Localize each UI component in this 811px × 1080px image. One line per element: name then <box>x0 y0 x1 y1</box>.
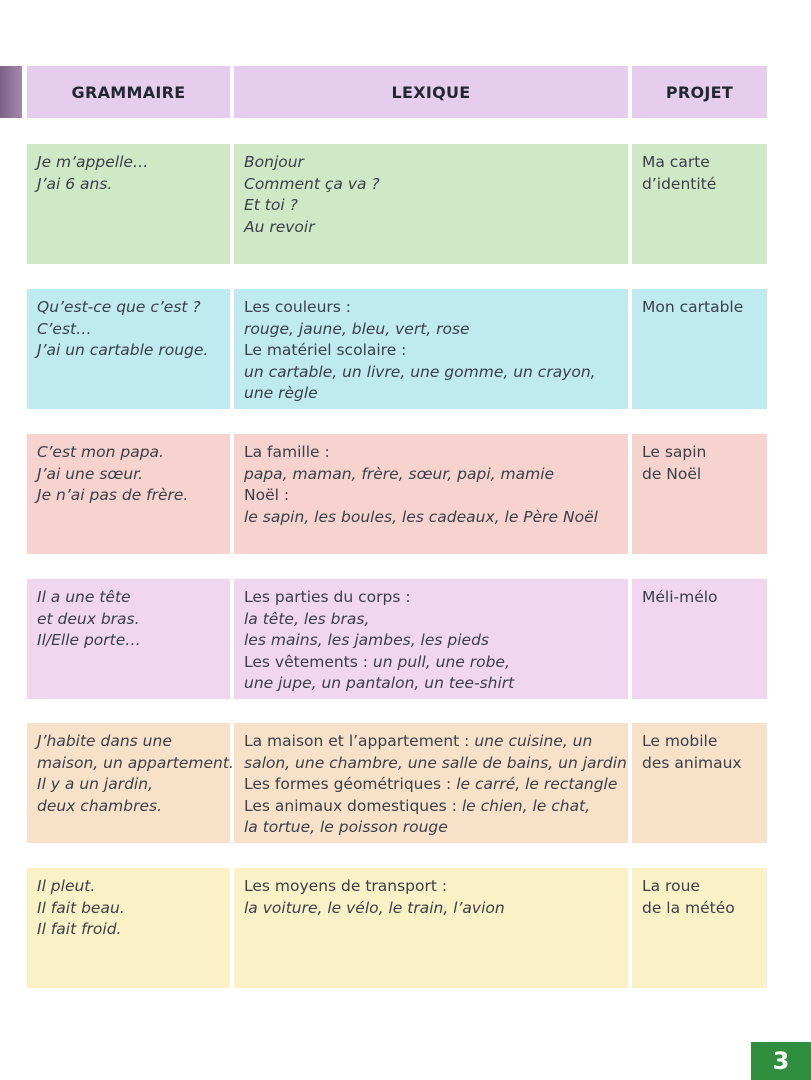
lexique-line <box>244 297 618 319</box>
row-6-projet-cell <box>632 868 767 988</box>
grammaire-line: Je n’ai pas de frère. <box>37 486 189 505</box>
lexique-segment: Les formes géométriques : <box>244 775 457 794</box>
lexique-line <box>244 464 618 486</box>
row-3-lexique-cell <box>234 434 628 554</box>
grammaire-line: Je m’appelle… <box>37 153 149 171</box>
lexique-line <box>244 507 618 529</box>
lexique-segment: Les couleurs : <box>244 298 351 316</box>
lexique-segment: Les moyens de transport : <box>244 877 448 895</box>
lexique-line <box>244 673 618 695</box>
grammaire-line: deux chambres. <box>37 796 162 815</box>
lexique-line <box>244 442 618 464</box>
projet-line: Le mobile <box>642 732 718 750</box>
grammaire-line: C’est… <box>37 319 92 338</box>
lexique-segment: Les vêtements : <box>244 652 373 671</box>
lexique-line <box>244 774 618 796</box>
grammaire-line: Il y a un jardin, <box>37 775 153 794</box>
lexique-line <box>244 340 618 362</box>
row-3-projet-cell <box>632 434 767 554</box>
header-grammaire: GRAMMAIRE <box>27 66 230 118</box>
lexique-segment: Les parties du corps : <box>244 588 411 606</box>
lexique-segment: Les animaux domestiques : <box>244 796 462 815</box>
projet-line: des animaux <box>642 753 742 772</box>
row-1-grammaire-cell <box>27 144 230 264</box>
lexique-segment: le sapin, les boules, les cadeaux, le Père Noël <box>244 507 598 526</box>
row-4-projet-cell <box>632 579 767 699</box>
lexique-segment: La maison et l’appartement : <box>244 732 475 750</box>
row-4-lexique-cell <box>234 579 628 699</box>
grammaire-line: Il a une tête <box>37 588 131 606</box>
row-4-grammaire-cell <box>27 579 230 699</box>
page-number: 3 <box>751 1042 811 1080</box>
row-2-lexique-cell <box>234 289 628 409</box>
lexique-segment: un cartable, un livre, une gomme, un crayon, <box>244 362 596 381</box>
lexique-line <box>244 174 618 196</box>
grammaire-line: J’ai 6 ans. <box>37 174 113 193</box>
row-1-lexique-cell <box>234 144 628 264</box>
lexique-line <box>244 876 618 898</box>
grammaire-line: Il fait froid. <box>37 920 122 939</box>
lexique-segment: Au revoir <box>244 217 315 236</box>
lexique-segment: papa, maman, frère, sœur, papi, mamie <box>244 464 555 483</box>
lexique-segment: la tortue, le poisson rouge <box>244 818 448 837</box>
projet-line: Ma carte <box>642 153 710 171</box>
lexique-segment: le chien, le chat, <box>461 796 591 815</box>
row-6-lexique-cell <box>234 868 628 988</box>
lexique-segment: Noël : <box>244 486 290 505</box>
lexique-segment: le carré, le rectangle <box>456 775 618 794</box>
projet-line: Mon cartable <box>642 298 744 316</box>
grammaire-line: Il pleut. <box>37 877 96 895</box>
lexique-segment: Et toi ? <box>244 196 298 215</box>
header-projet: PROJET <box>632 66 767 118</box>
projet-line: de la météo <box>642 898 735 917</box>
lexique-line <box>244 753 627 775</box>
lexique-line <box>244 319 618 341</box>
lexique-line <box>244 630 618 652</box>
row-6-grammaire-cell <box>27 868 230 988</box>
row-3-grammaire-cell <box>27 434 230 554</box>
row-5-projet-cell <box>632 723 767 843</box>
lexique-line <box>244 587 618 609</box>
lexique-line <box>244 609 618 631</box>
row-5-grammaire-cell <box>27 723 234 843</box>
lexique-line <box>244 195 618 217</box>
lexique-line <box>244 796 618 818</box>
page-edge-tab <box>0 66 22 118</box>
projet-line: de Noël <box>642 464 702 483</box>
projet-line: Le sapin <box>642 443 707 461</box>
lexique-line <box>244 217 618 239</box>
grammaire-line: J’ai un cartable rouge. <box>37 341 209 360</box>
lexique-segment: Le matériel scolaire : <box>244 341 407 360</box>
lexique-segment: Comment ça va ? <box>244 174 380 193</box>
lexique-line <box>244 362 618 384</box>
row-2-grammaire-cell <box>27 289 230 409</box>
grammaire-line: Il fait beau. <box>37 898 125 917</box>
lexique-segment: rouge, jaune, bleu, vert, rose <box>244 319 470 338</box>
lexique-line <box>244 817 618 839</box>
grammaire-line: maison, un appartement. <box>37 753 234 772</box>
lexique-segment: La famille : <box>244 443 330 461</box>
projet-line: d’identité <box>642 174 717 193</box>
lexique-line <box>244 383 618 405</box>
lexique-segment: les mains, les jambes, les pieds <box>244 631 489 650</box>
lexique-segment: une cuisine, un <box>474 732 593 750</box>
grammaire-line: J’ai une sœur. <box>37 464 144 483</box>
projet-line: Méli-mélo <box>642 588 718 606</box>
projet-line: La roue <box>642 877 700 895</box>
header-lexique: LEXIQUE <box>234 66 628 118</box>
lexique-segment: salon, une chambre, une salle de bains, un jardin <box>244 753 627 772</box>
grammaire-line: Qu’est-ce que c’est ? <box>37 298 201 316</box>
lexique-segment: Bonjour <box>244 153 304 171</box>
lexique-segment: une règle <box>244 384 318 403</box>
row-1-projet-cell <box>632 144 767 264</box>
row-5-lexique-cell <box>234 723 628 843</box>
lexique-segment: une jupe, un pantalon, un tee-shirt <box>244 674 515 693</box>
lexique-line <box>244 485 618 507</box>
lexique-line <box>244 652 618 674</box>
grammaire-line: et deux bras. <box>37 609 140 628</box>
lexique-line <box>244 152 618 174</box>
grammaire-line: J’habite dans une <box>37 732 172 750</box>
grammaire-line: C’est mon papa. <box>37 443 164 461</box>
lexique-line <box>244 898 618 920</box>
lexique-segment: un pull, une robe, <box>372 652 510 671</box>
lexique-line <box>244 731 618 753</box>
row-2-projet-cell <box>632 289 767 409</box>
lexique-segment: la tête, les bras, <box>244 609 370 628</box>
lexique-segment: la voiture, le vélo, le train, l’avion <box>244 898 505 917</box>
grammaire-line: Il/Elle porte… <box>37 631 141 650</box>
